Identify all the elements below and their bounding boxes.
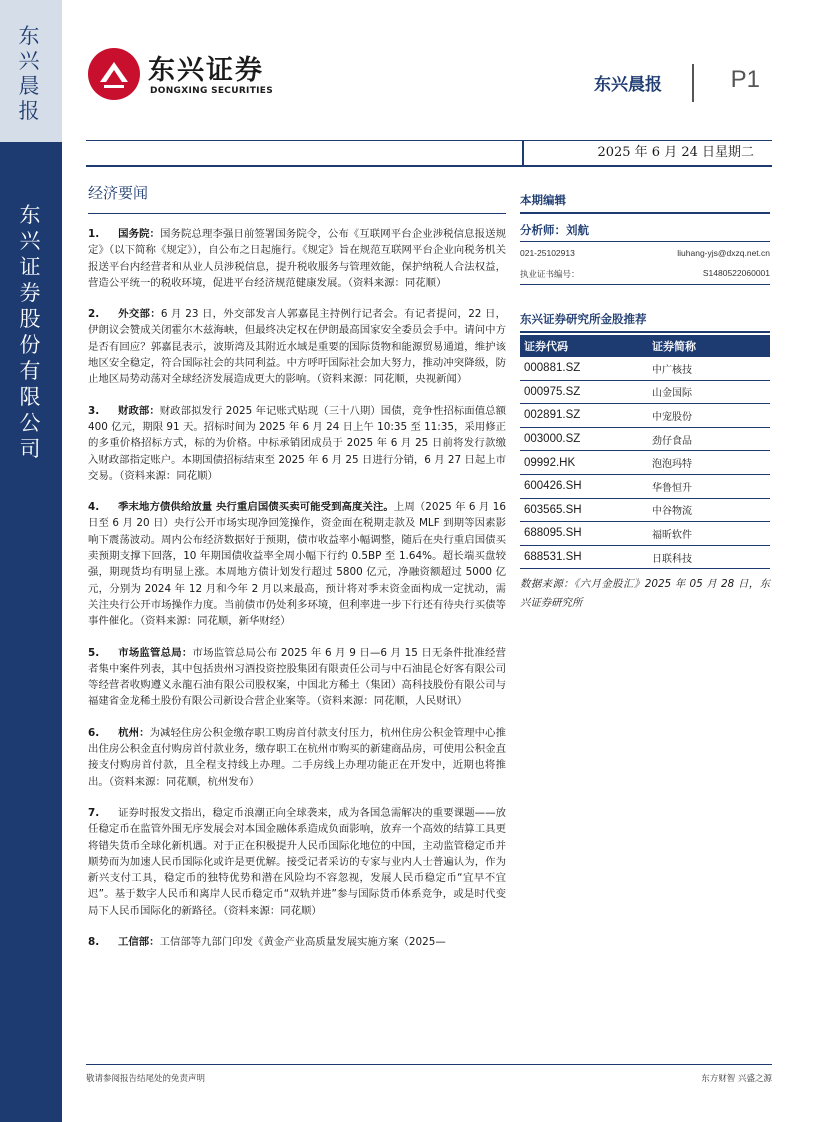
page-footer [86,1064,772,1084]
analyst-phone: 021-25102913 [520,248,575,258]
news-item [88,645,506,710]
stock-code: 688531.SH [520,545,648,569]
news-item [88,499,506,629]
table-row [520,427,770,451]
sidebar-top-label: 东兴晨报 [18,24,40,123]
table-row [520,451,770,475]
news-item-body: 财政部拟发行 2025 年记账式贴现（三十八期）国债，竞争性招标面值总额 400 亿元，期限 91 天。招标时间为 2025 年 6 月 24 日上午 10:35 至 11:35，采用修正的多重价格招标方式，标的为价格。中标承销团成员于 2025 年 6 月 25 日前将发行款缴入财政部指定账户。本期国债招标结束至 2025 年 6 月 25 日进行分销，6 月 27 日起上市交易。（资料来源：同花顺） [88,404,507,482]
main-content [88,182,506,965]
news-item [88,725,506,790]
sidebar-company-label: 东兴证券股份有限公司 [19,203,41,461]
table-row [520,474,770,498]
news-item-number: 6. [88,726,100,739]
logo-mark-icon [88,48,140,100]
news-item [88,226,506,291]
news-item [88,805,506,919]
sidebar-top-band [0,0,62,142]
footer-disclaimer[interactable]: 敬请参阅报告结尾处的免责声明 [86,1074,206,1084]
news-item-number: 4. [88,501,100,514]
news-item [88,306,506,387]
news-item-head: 市场监管总局： [118,646,193,659]
news-item-body: 国务院总理李强日前签署国务院令，公布《互联网平台企业涉税信息报送规定》（以下简称《规定》），自公布之日起施行。《规定》旨在规范互联网平台企业向税务机关报送平台内经营者和从业人员涉税信息，提升税收服务与管理效能，保护纳税人合法权益，营造公平统一的税收环境，促进平台经济规范健康发展。（资料来源：同花顺） [88,228,507,289]
stock-code: 600426.SH [520,474,648,498]
stock-name: 华鲁恒升 [648,474,770,498]
news-item-head: 国务院： [118,228,161,240]
header-divider [692,64,694,102]
header-right [560,64,760,104]
stock-code: 603565.SH [520,498,648,522]
sidebar-bottom-band [0,142,62,1122]
stock-name: 福昕软件 [648,522,770,546]
analyst-name: 分析师：刘航 [520,222,770,242]
edition-title: 本期编辑 [520,192,770,214]
certificate-row [520,268,770,285]
stock-code: 003000.SZ [520,427,648,451]
stock-name: 山金国际 [648,380,770,404]
news-item-number: 2. [88,308,100,321]
stock-name: 日联科技 [648,545,770,569]
report-title: 东兴晨报 [594,75,662,95]
news-item-head: 财政部： [118,404,160,417]
table-row [520,545,770,569]
stock-code: 000975.SZ [520,380,648,404]
news-item-number: 7. [88,806,100,819]
logo-en-text: DONGXING SECURITIES [150,86,274,96]
table-row [520,404,770,428]
stock-recommend-title: 东兴证券研究所金股推荐 [520,311,770,333]
news-item-body: 市场监管总局公布 2025 年 6 月 9 日—6 月 15 日无条件批准经营者集中案件列表，其中包括贵州习酒投资控股集团有限责任公司与中石油昆仑好客有限公司等经营者收购遵义永龍石油有限公司股权案，中国北方稀土（集团）高科技股份有限公司与福建省金龙稀土股份有限公司新设合营企业案等。（资料来源：同花顺，人民财讯） [88,646,506,708]
news-item-number: 1. [88,228,100,240]
certificate-number: S1480522060001 [702,268,770,278]
contact-row [520,248,770,258]
stock-name: 劲仔食品 [648,427,770,451]
date-bar [86,140,772,167]
stock-table-header [520,335,770,357]
news-item-number: 5. [88,646,100,659]
news-item-head: 杭州： [118,726,150,739]
report-date: 2025 年 6 月 24 日星期二 [522,141,772,165]
page-number: P1 [730,66,760,93]
logo-cn-text: 东兴证券 [148,55,264,86]
news-item [88,934,506,950]
section-title: 经济要闻 [88,184,149,202]
table-row [520,522,770,546]
news-item-body: 上周（2025 年 6 月 16 日至 6 月 20 日）央行公开市场实现净回笼操作，资金面在税期走款及 MLF 到期等因素影响下震荡波动。周内公布经济数据好于预期，债市收益率小幅调整，随后在央行重启国债买卖预期支撑下回落，10 年期国债收益率全周小幅下行约 0.5BP 至 1.64%。超长端买盘较强，期现货均有明显上涨。本周地方债计划发行超过 5800 亿元，净融资额超过 5000 亿元，分别为 2024 年 12 月和今年 2 月以来最高，预计将对季末资金面构成一定扰动，需关注央行公开市场操作力度。当前债市仍处利多环境，但利率进一步下行还有待央行买债等事件催化。（资料来源：同花顺，新华财经） [88,501,506,628]
stock-code: 688095.SH [520,522,648,546]
right-column [520,192,770,613]
footer-slogan: 东方财智 兴盛之源 [701,1074,772,1084]
stock-table [520,335,770,569]
table-row [520,498,770,522]
table-row [520,357,770,380]
news-item-body: 工信部等九部门印发《黄金产业高质量发展实施方案（2025— [159,935,446,948]
news-item-body: 6 月 23 日，外交部发言人郭嘉昆主持例行记者会。有记者提问，22 日，伊朗议会赞成关闭霍尔木兹海峡，但最终决定权在伊朗最高国家安全委员会手中。请问中方是否有回应？郭嘉昆表示，波斯湾及其附近水域是重要的国际货物和能源贸易通道，维护该地区安全稳定，符合国际社会的共同利益。中方呼吁国际社会加大努力，推动冲突降级，防止地区局势动荡对全球经济发展造成更大的影响。（资料来源：同花顺，央视新闻） [88,308,507,386]
stock-code: 000881.SZ [520,357,648,380]
stock-code: 002891.SZ [520,404,648,428]
table-row [520,380,770,404]
analyst-email[interactable]: liuhang-yjs@dxzq.net.cn [677,248,770,258]
data-source-note: 数据来源：《六月金股汇》2025 年 05 月 28 日，东兴证券研究所 [520,578,770,610]
stock-name: 中谷物流 [648,498,770,522]
news-item [88,403,506,484]
news-item-head: 外交部： [118,308,161,321]
news-item-body: 证券时报发文指出，稳定币浪潮正向全球袭来，成为各国急需解决的重要课题——放任稳定币在监管外围无序发展会对本国金融体系造成负面影响，放弃一个高效的结算工具更将错失货币全球化新机遇。对于正在积极提升人民币国际化地位的中国，主动监管稳定币并顺势而为加速人民币国际化或许是更优解。接受记者采访的专家与业内人士普遍认为，作为新兴支付工具，稳定币的独特优势和潜在风险均不容忽视，发展人民币稳定币“宜早不宜迟”。基于数字人民币和离岸人民币稳定币“双轨并进”参与国际货币体系竞争，或是时代变局下人民币国际化的新路径。（资料来源：同花顺） [88,806,506,917]
section-divider [88,213,506,214]
stock-code: 09992.HK [520,451,648,475]
col-header-code: 证券代码 [520,335,648,357]
stock-name: 中广核技 [648,357,770,380]
company-logo [88,48,288,104]
news-item-body: 为减轻住房公积金缴存职工购房首付款支付压力，杭州住房公积金管理中心推出住房公积金直付购房首付款业务，缴存职工在杭州市购买的新建商品房，可使用公积金直接支付购房首付款，且全程支持线上办理。二手房线上办理功能正在开发中，近期也将推出。（资料来源：同花顺，杭州发布） [88,726,507,788]
stock-name: 中宠股份 [648,404,770,428]
col-header-name: 证券简称 [648,335,770,357]
certificate-label: 执业证书编号： [520,270,580,280]
stock-name: 泡泡玛特 [648,451,770,475]
news-item-number: 3. [88,404,100,417]
news-item-head: 工信部： [118,935,160,948]
news-item-head: 季末地方债供给放量 央行重启国债买卖可能受到高度关注。 [118,501,394,514]
news-item-number: 8. [88,935,100,948]
